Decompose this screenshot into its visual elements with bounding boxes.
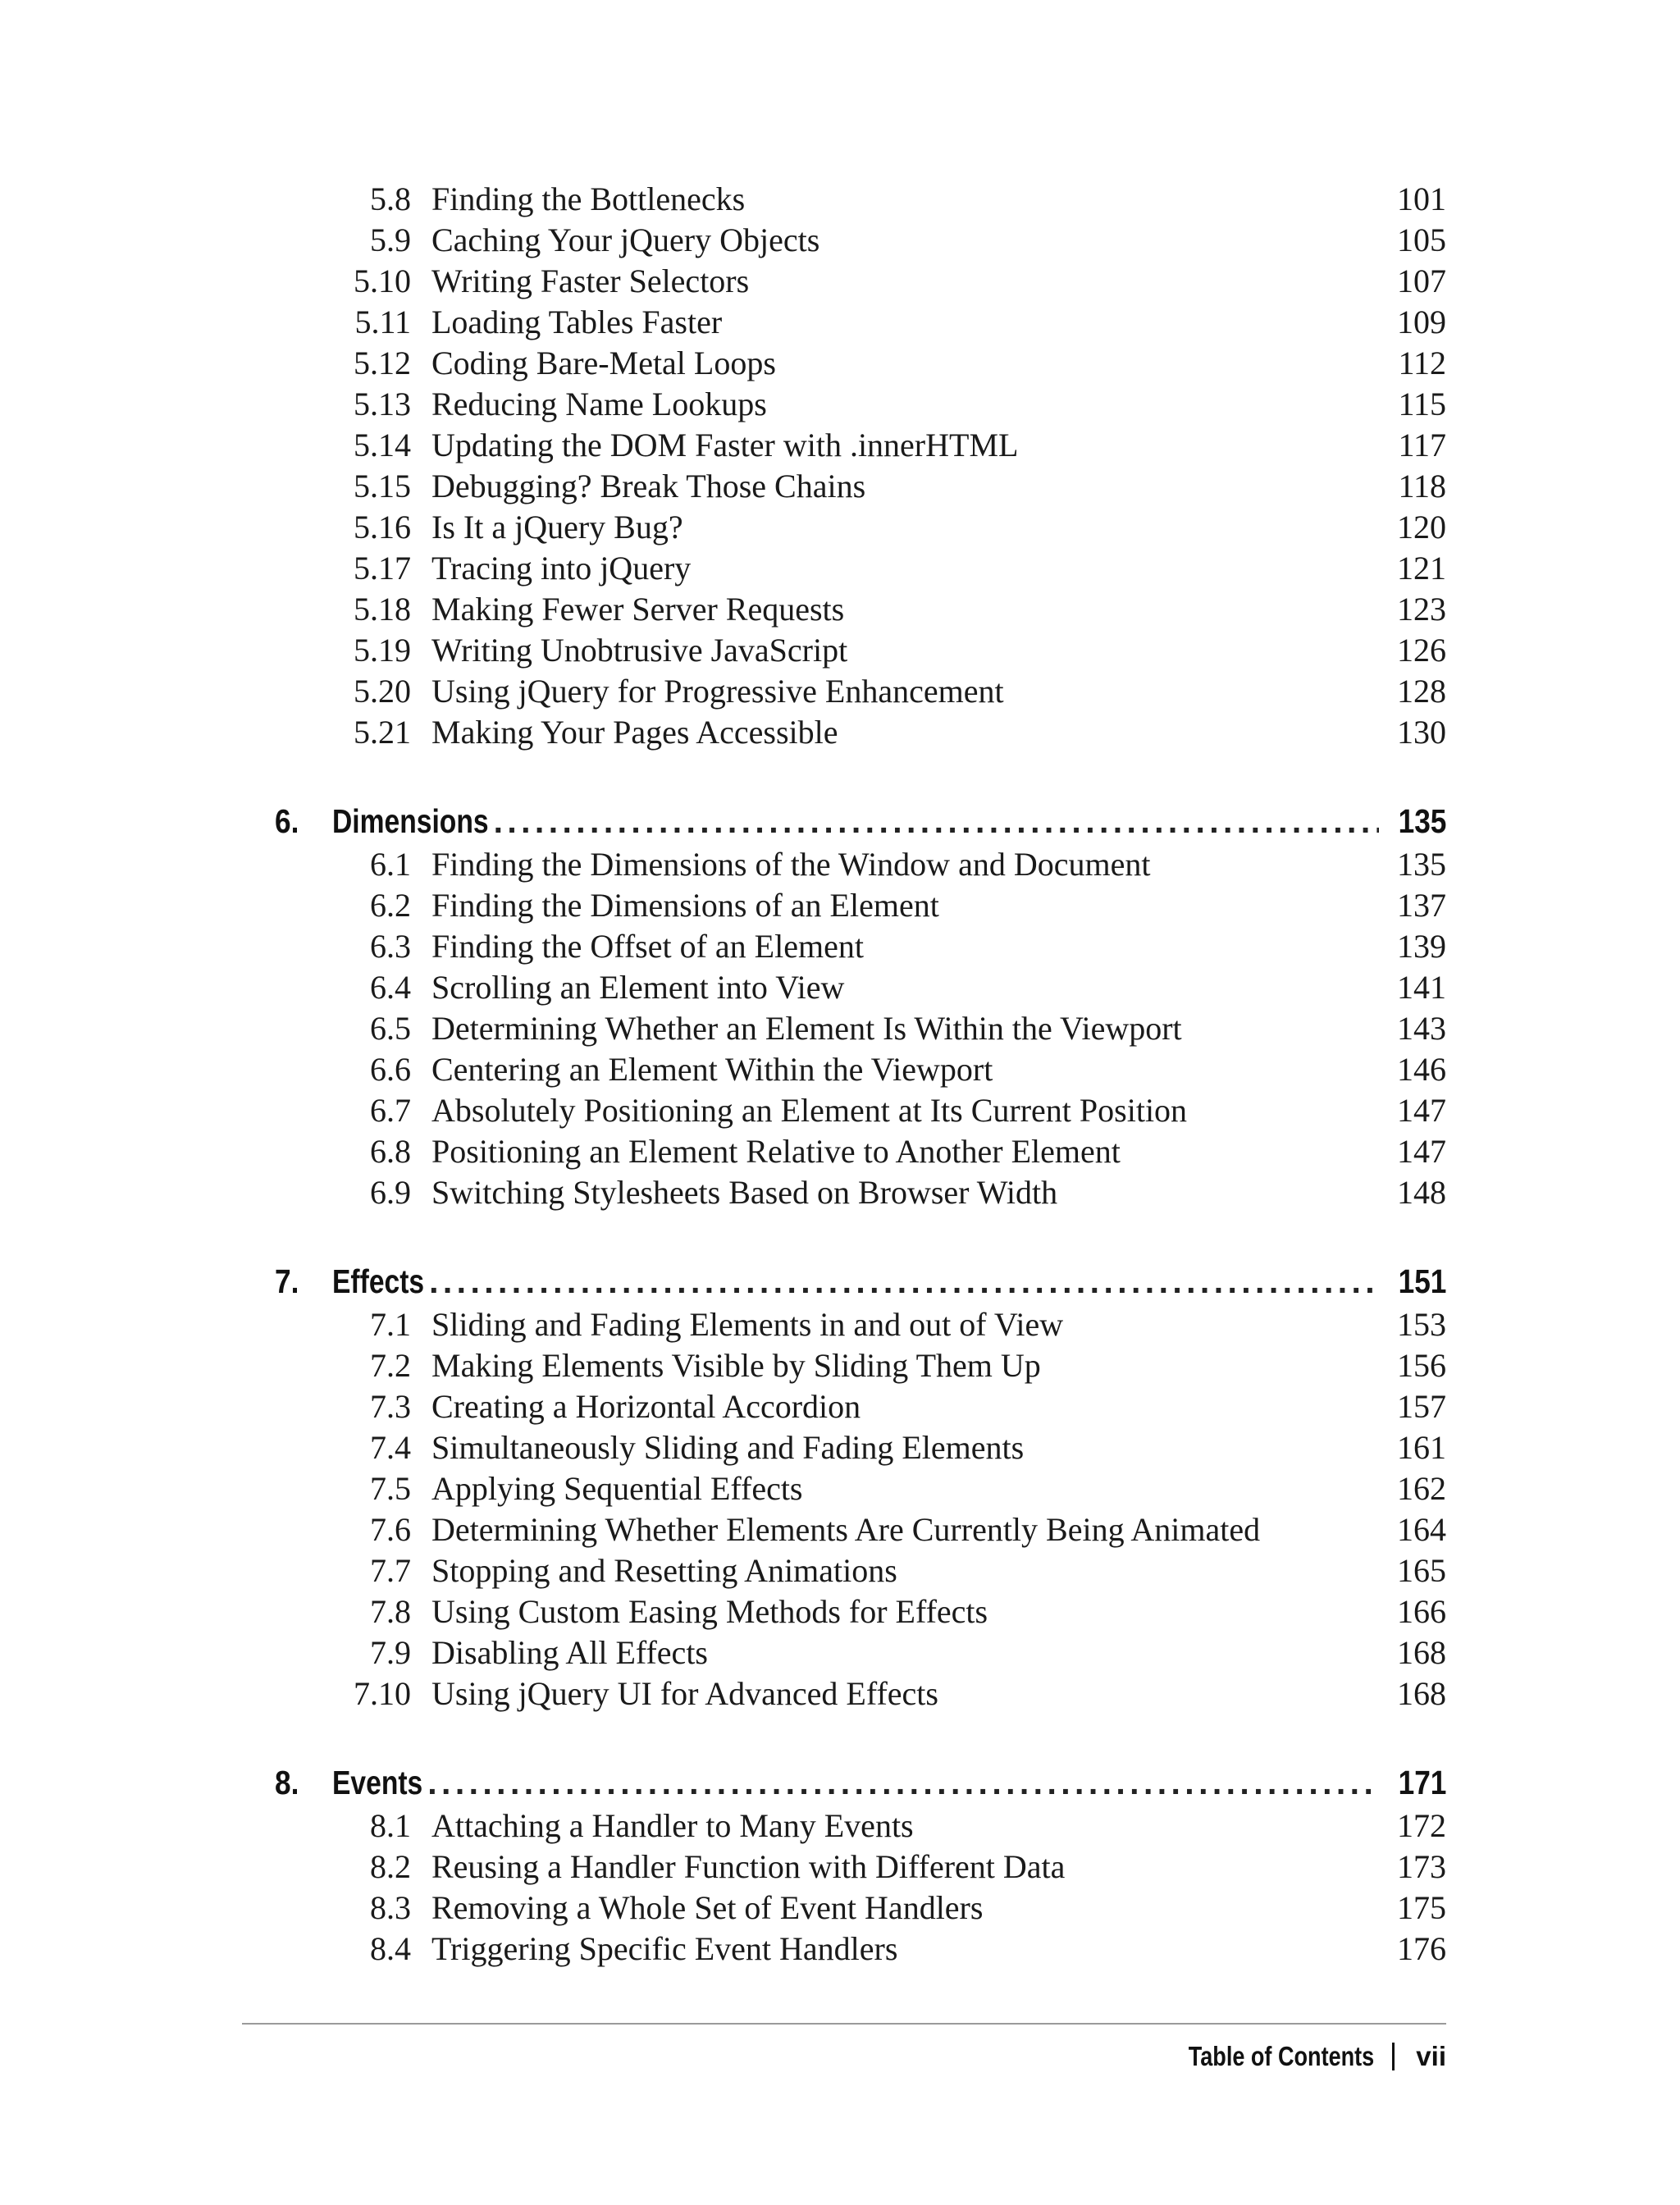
entry-title: Finding the Offset of an Element — [431, 928, 864, 965]
entry-title: Switching Stylesheets Based on Browser Width — [431, 1174, 1058, 1211]
entry-page-number: 137 — [1397, 887, 1446, 924]
entry-number: 6.2 — [370, 887, 411, 924]
entry-page-number: 107 — [1397, 262, 1446, 299]
entry-page-number: 128 — [1397, 673, 1446, 710]
page-footer — [1148, 2036, 1446, 2077]
entry-page-number: 109 — [1397, 304, 1446, 340]
entry-number: 7.9 — [370, 1634, 411, 1671]
entry-page-number: 118 — [1398, 468, 1446, 504]
toc-entry[interactable] — [275, 384, 1446, 425]
chapter-heading[interactable] — [275, 1760, 1446, 1806]
entry-page-number: 139 — [1397, 928, 1446, 965]
toc-entry[interactable] — [275, 926, 1446, 967]
entry-title: Finding the Dimensions of an Element — [431, 887, 939, 924]
chapter-gap — [275, 1714, 1446, 1760]
entry-title: Finding the Bottlenecks — [431, 180, 746, 217]
footer-separator — [1392, 2043, 1395, 2070]
entry-title: Applying Sequential Effects — [431, 1470, 803, 1507]
entry-title: Updating the DOM Faster with .innerHTML — [431, 427, 1019, 463]
chapter-page-number: 171 — [1398, 1764, 1446, 1801]
entry-number: 5.16 — [354, 509, 411, 546]
entry-page-number: 172 — [1397, 1807, 1446, 1844]
chapter-gap — [275, 753, 1446, 798]
chapter-title: Events — [332, 1764, 423, 1801]
entry-title: Loading Tables Faster — [431, 304, 723, 340]
entry-number: 8.2 — [370, 1848, 411, 1885]
toc-entry[interactable] — [275, 1345, 1446, 1386]
entry-title: Reusing a Handler Function with Different Data — [431, 1848, 1066, 1885]
toc-entry[interactable] — [275, 1847, 1446, 1888]
entry-page-number: 123 — [1397, 591, 1446, 628]
table-of-contents — [275, 179, 1446, 1970]
toc-entry[interactable] — [275, 220, 1446, 261]
entry-title: Removing a Whole Set of Event Handlers — [431, 1889, 984, 1926]
entry-number: 6.3 — [370, 928, 411, 965]
entry-page-number: 130 — [1397, 714, 1446, 751]
toc-entry[interactable] — [275, 1427, 1446, 1468]
entry-page-number: 120 — [1397, 509, 1446, 546]
toc-entry[interactable] — [275, 425, 1446, 466]
entry-title: Determining Whether Elements Are Currently Being Animated — [431, 1511, 1261, 1548]
entry-title: Scrolling an Element into View — [431, 969, 845, 1006]
toc-entry[interactable] — [275, 1673, 1446, 1714]
toc-entry[interactable] — [275, 1049, 1446, 1090]
toc-entry[interactable] — [275, 466, 1446, 507]
toc-entry[interactable] — [275, 712, 1446, 753]
entry-number: 8.4 — [370, 1930, 411, 1967]
entry-title: Disabling All Effects — [431, 1634, 708, 1671]
entry-number: 5.9 — [370, 221, 411, 258]
entry-number: 5.8 — [370, 180, 411, 217]
entry-page-number: 143 — [1397, 1010, 1446, 1047]
toc-entry[interactable] — [275, 1172, 1446, 1213]
toc-entry[interactable] — [275, 1632, 1446, 1673]
entry-title: Caching Your jQuery Objects — [431, 221, 820, 258]
chapter-number: 7. — [275, 1262, 299, 1300]
entry-title: Using Custom Easing Methods for Effects — [431, 1593, 988, 1630]
entry-number: 8.1 — [370, 1807, 411, 1844]
toc-entry[interactable] — [275, 507, 1446, 548]
entry-page-number: 168 — [1397, 1675, 1446, 1712]
toc-entry[interactable] — [275, 1468, 1446, 1509]
entry-number: 6.7 — [370, 1092, 411, 1129]
entry-page-number: 148 — [1397, 1174, 1446, 1211]
entry-page-number: 165 — [1397, 1552, 1446, 1589]
entry-number: 7.1 — [370, 1306, 411, 1343]
entry-title: Coding Bare-Metal Loops — [431, 345, 776, 381]
entry-page-number: 147 — [1397, 1133, 1446, 1170]
entry-page-number: 115 — [1398, 386, 1446, 422]
entry-page-number: 168 — [1397, 1634, 1446, 1671]
entry-title: Making Elements Visible by Sliding Them Up — [431, 1347, 1041, 1384]
toc-entry[interactable] — [275, 844, 1446, 885]
entry-page-number: 117 — [1398, 427, 1446, 463]
entry-number: 5.19 — [354, 632, 411, 669]
dot-leader — [494, 798, 1379, 844]
entry-title: Debugging? Break Those Chains — [431, 468, 866, 504]
chapter-number: 8. — [275, 1764, 299, 1801]
entry-number: 5.21 — [354, 714, 411, 751]
entry-page-number: 105 — [1397, 221, 1446, 258]
entry-number: 7.8 — [370, 1593, 411, 1630]
entry-title: Triggering Specific Event Handlers — [431, 1930, 898, 1967]
entry-title: Stopping and Resetting Animations — [431, 1552, 897, 1589]
entry-title: Absolutely Positioning an Element at Its Current Position — [431, 1092, 1188, 1129]
entry-page-number: 156 — [1397, 1347, 1446, 1384]
entry-title: Creating a Horizontal Accordion — [431, 1388, 861, 1425]
toc-entry[interactable] — [275, 179, 1446, 220]
entry-number: 7.6 — [370, 1511, 411, 1548]
entry-page-number: 112 — [1398, 345, 1446, 381]
toc-entry[interactable] — [275, 1509, 1446, 1550]
entry-number: 7.4 — [370, 1429, 411, 1466]
toc-entry[interactable] — [275, 1090, 1446, 1131]
entry-page-number: 164 — [1397, 1511, 1446, 1548]
entry-title: Positioning an Element Relative to Another Element — [431, 1133, 1121, 1170]
entry-title: Writing Unobtrusive JavaScript — [431, 632, 848, 669]
entry-page-number: 101 — [1397, 180, 1446, 217]
entry-number: 7.3 — [370, 1388, 411, 1425]
entry-page-number: 176 — [1397, 1930, 1446, 1967]
entry-title: Reducing Name Lookups — [431, 386, 767, 422]
footer-title: Table of Contents — [1188, 2041, 1375, 2071]
entry-number: 5.13 — [354, 386, 411, 422]
entry-number: 6.8 — [370, 1133, 411, 1170]
entry-page-number: 141 — [1397, 969, 1446, 1006]
entry-number: 5.18 — [354, 591, 411, 628]
toc-entry[interactable] — [275, 1131, 1446, 1172]
entry-number: 6.5 — [370, 1010, 411, 1047]
chapter-title: Effects — [332, 1262, 425, 1300]
entry-page-number: 161 — [1397, 1429, 1446, 1466]
entry-number: 5.10 — [354, 262, 411, 299]
toc-entry[interactable] — [275, 343, 1446, 384]
chapter-title: Dimensions — [332, 802, 489, 840]
footer-rule — [242, 2023, 1446, 2025]
dot-leader — [427, 1760, 1378, 1806]
entry-number: 7.2 — [370, 1347, 411, 1384]
toc-entry[interactable] — [275, 1888, 1446, 1929]
entry-page-number: 121 — [1397, 550, 1446, 587]
entry-number: 5.11 — [354, 304, 411, 340]
toc-entry[interactable] — [275, 1304, 1446, 1345]
toc-entry[interactable] — [275, 1806, 1446, 1847]
entry-title: Attaching a Handler to Many Events — [431, 1807, 914, 1844]
chapter-number: 6. — [275, 802, 299, 840]
toc-entry[interactable] — [275, 589, 1446, 630]
entry-page-number: 135 — [1397, 846, 1446, 883]
toc-entry[interactable] — [275, 548, 1446, 589]
entry-title: Tracing into jQuery — [431, 550, 692, 587]
entry-number: 7.5 — [370, 1470, 411, 1507]
entry-page-number: 153 — [1397, 1306, 1446, 1343]
dot-leader — [429, 1258, 1378, 1304]
entry-title: Determining Whether an Element Is Within the Viewport — [431, 1010, 1182, 1047]
toc-entry[interactable] — [275, 1591, 1446, 1632]
entry-title: Making Your Pages Accessible — [431, 714, 838, 751]
entry-page-number: 147 — [1397, 1092, 1446, 1129]
toc-entry[interactable] — [275, 261, 1446, 302]
entry-number: 8.3 — [370, 1889, 411, 1926]
chapter-page-number: 151 — [1398, 1262, 1446, 1300]
entry-title: Finding the Dimensions of the Window and Document — [431, 846, 1151, 883]
entry-title: Making Fewer Server Requests — [431, 591, 845, 628]
entry-number: 7.7 — [370, 1552, 411, 1589]
entry-number: 5.14 — [354, 427, 411, 463]
toc-entry[interactable] — [275, 671, 1446, 712]
toc-entry[interactable] — [275, 1386, 1446, 1427]
entry-number: 5.15 — [354, 468, 411, 504]
entry-title: Is It a jQuery Bug? — [431, 509, 683, 546]
entry-title: Sliding and Fading Elements in and out of View — [431, 1306, 1064, 1343]
entry-title: Writing Faster Selectors — [431, 262, 750, 299]
entry-page-number: 126 — [1397, 632, 1446, 669]
toc-entry[interactable] — [275, 1929, 1446, 1970]
toc-entry[interactable] — [275, 1550, 1446, 1591]
entry-number: 7.10 — [354, 1675, 411, 1712]
entry-number: 6.9 — [370, 1174, 411, 1211]
toc-entry[interactable] — [275, 967, 1446, 1008]
entry-title: Using jQuery UI for Advanced Effects — [431, 1675, 938, 1712]
entry-title: Using jQuery for Progressive Enhancement — [431, 673, 1004, 710]
entry-number: 5.20 — [354, 673, 411, 710]
chapter-gap — [275, 1213, 1446, 1258]
entry-number: 6.4 — [370, 969, 411, 1006]
entry-page-number: 166 — [1397, 1593, 1446, 1630]
entry-number: 6.1 — [370, 846, 411, 883]
entry-number: 5.17 — [354, 550, 411, 587]
entry-number: 6.6 — [370, 1051, 411, 1088]
entry-page-number: 157 — [1397, 1388, 1446, 1425]
entry-title: Simultaneously Sliding and Fading Elements — [431, 1429, 1025, 1466]
toc-entry[interactable] — [275, 302, 1446, 343]
toc-entry[interactable] — [275, 885, 1446, 926]
entry-page-number: 175 — [1397, 1889, 1446, 1926]
chapter-page-number: 135 — [1398, 802, 1446, 840]
entry-page-number: 146 — [1397, 1051, 1446, 1088]
entry-page-number: 162 — [1397, 1470, 1446, 1507]
entry-page-number: 173 — [1397, 1848, 1446, 1885]
toc-entry[interactable] — [275, 1008, 1446, 1049]
toc-entry[interactable] — [275, 630, 1446, 671]
footer-page-number: vii — [1416, 2041, 1446, 2071]
chapter-heading[interactable] — [275, 1258, 1446, 1304]
entry-number: 5.12 — [354, 345, 411, 381]
chapter-heading[interactable] — [275, 798, 1446, 844]
entry-title: Centering an Element Within the Viewport — [431, 1051, 993, 1088]
